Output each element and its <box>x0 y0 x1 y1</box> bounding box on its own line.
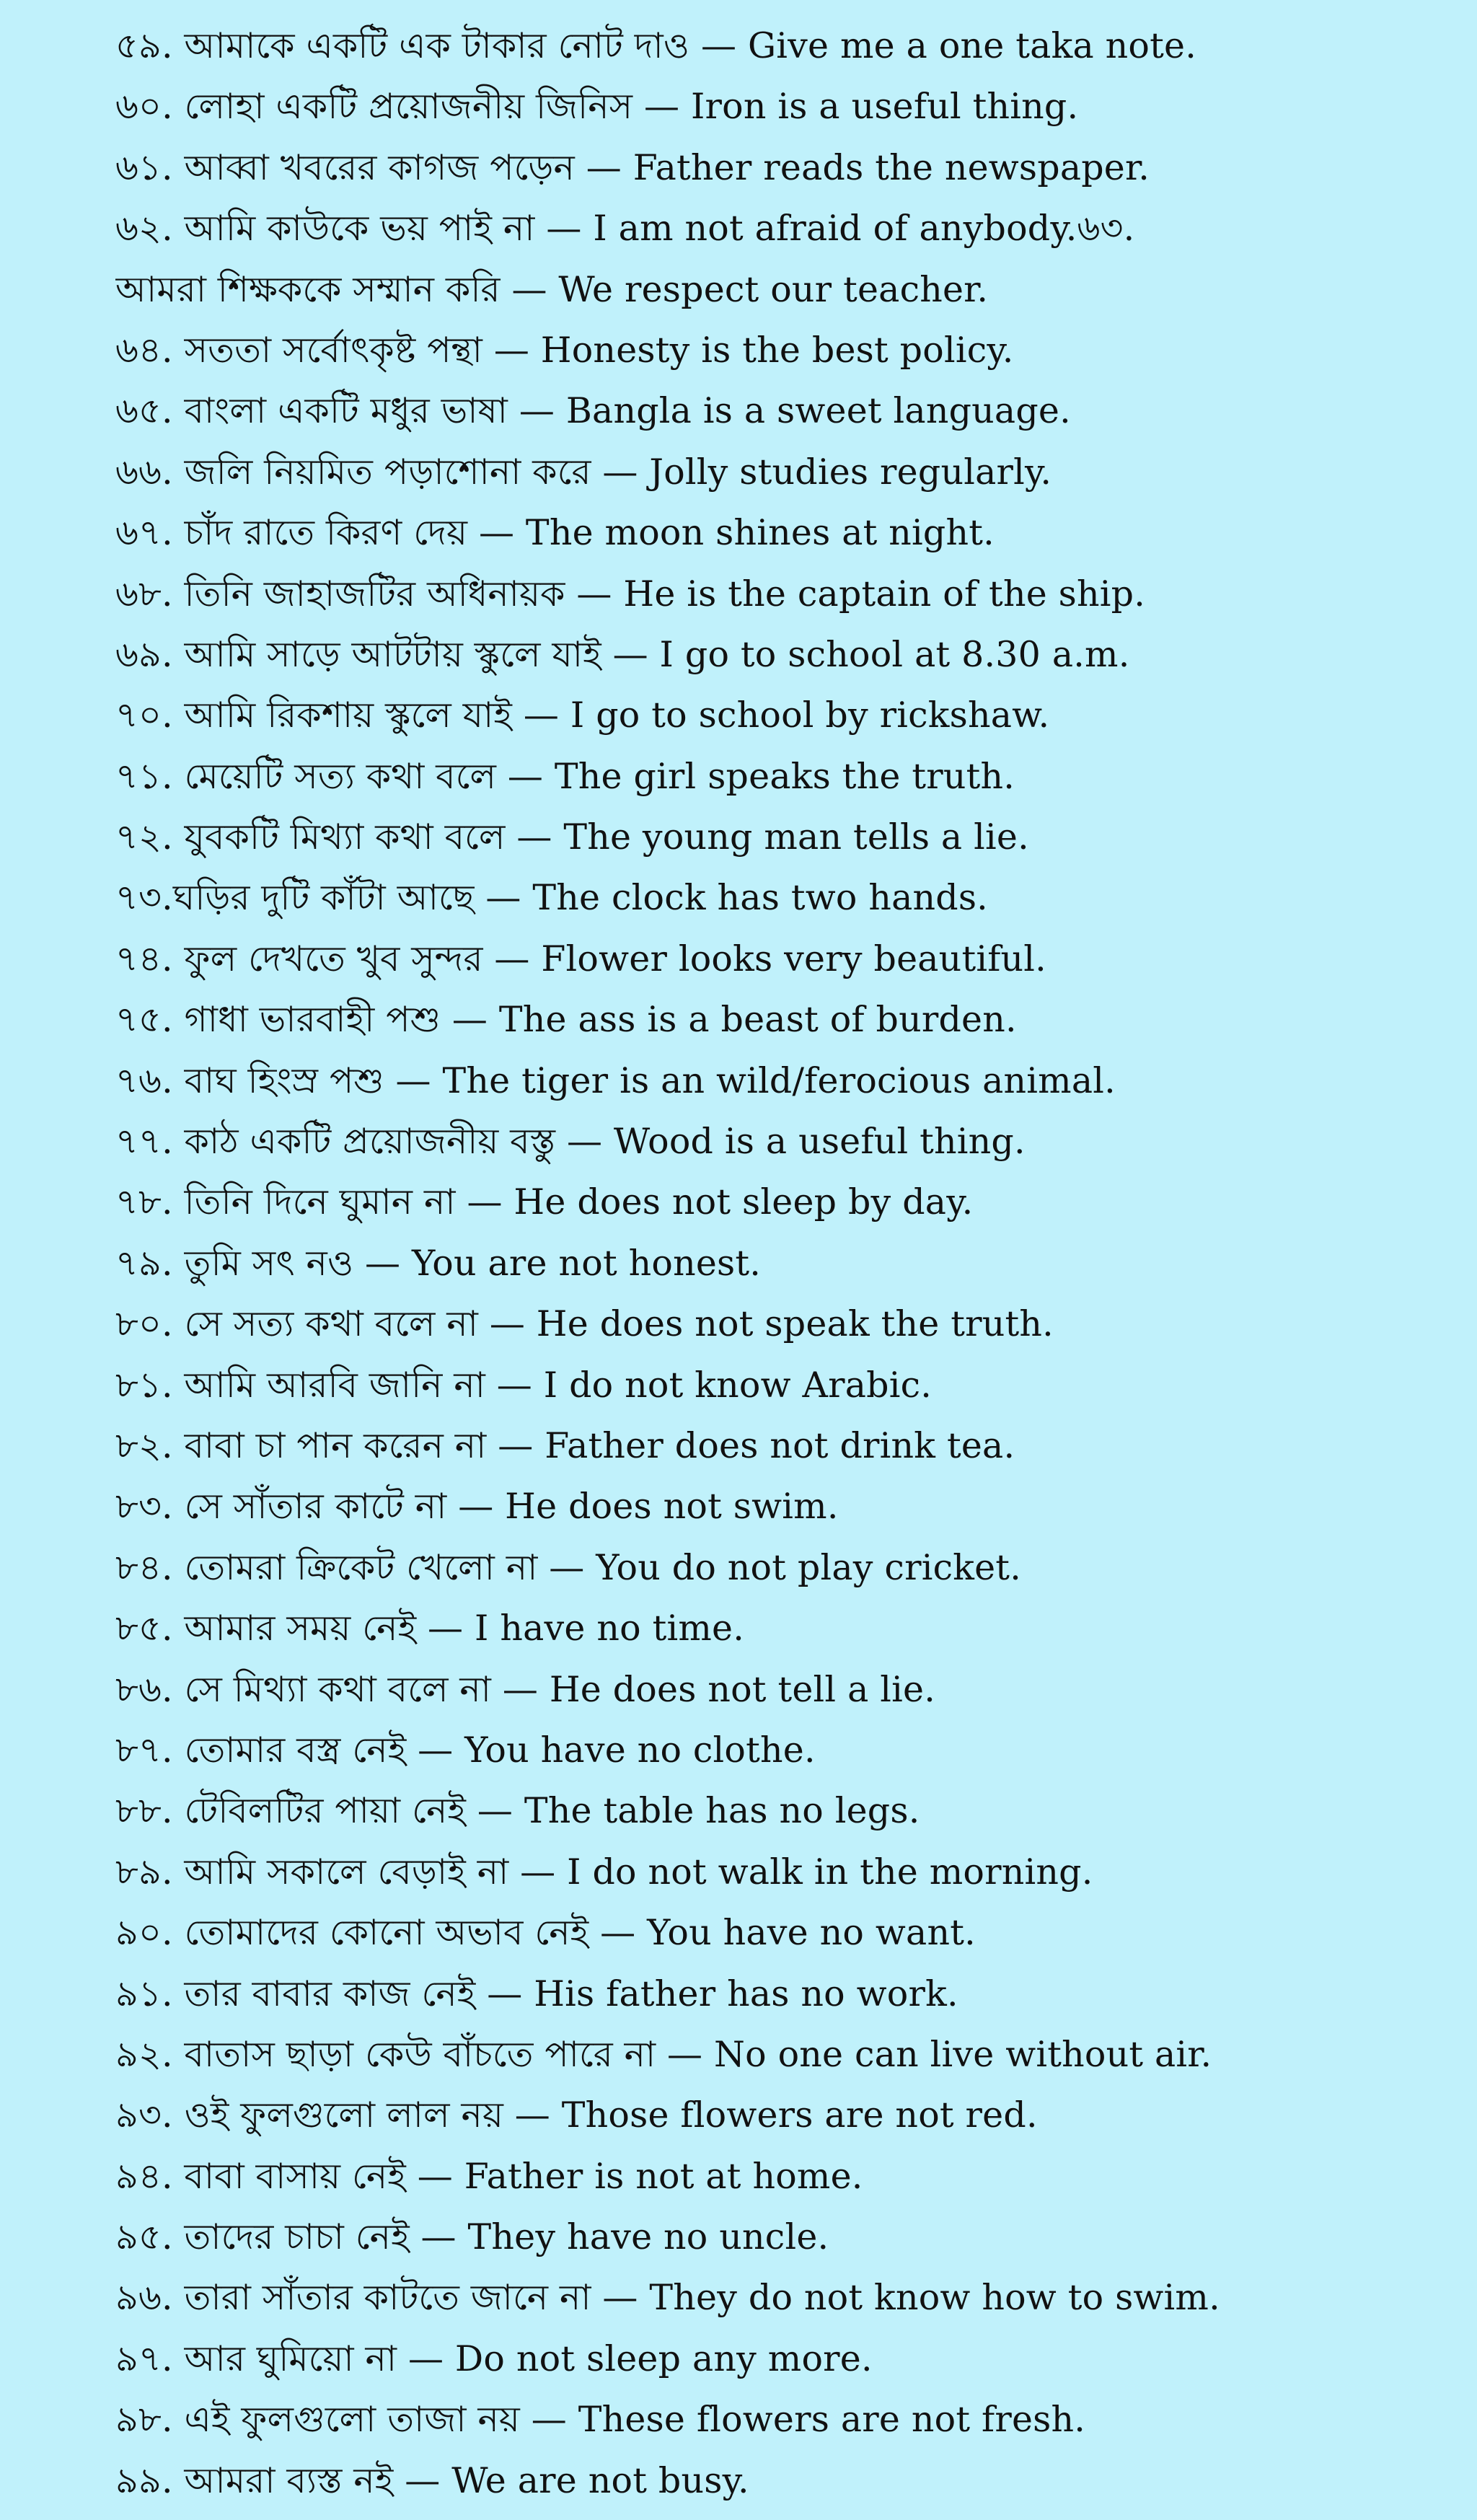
sentence-line: ৮২. বাবা চা পান করেন না — Father does not drink tea. <box>115 1424 1015 1466</box>
sentence-line: ৯৩. ওই ফুলগুলো লাল নয় — Those flowers are not red. <box>115 2094 1038 2136</box>
sentence-line: আমরা শিক্ষককে সম্মান করি — We respect our teacher. <box>115 268 989 310</box>
sentence-line: ৬৪. সততা সর্বোৎকৃষ্ট পন্থা — Honesty is the best policy. <box>115 329 1014 371</box>
sentence-line: ৭০. আমি রিকশায় স্কুলে যাই — I go to school by rickshaw. <box>115 695 1050 736</box>
sentence-line: ৭৫. গাধা ভারবাহী পশু — The ass is a beast of burden. <box>115 999 1017 1041</box>
sentence-line: ৯৪. বাবা বাসায় নেই — Father is not at home. <box>115 2155 863 2197</box>
sentence-line: ৯০. তোমাদের কোনো অভাব নেই — You have no want. <box>115 1912 976 1954</box>
sentence-line: ৮৭. তোমার বস্ত্র নেই — You have no clothe. <box>115 1729 816 1771</box>
sentence-line: ৮০. সে সত্য কথা বলে না — He does not speak the truth. <box>115 1303 1054 1345</box>
sentence-line: ৬৯. আমি সাড়ে আটটায় স্কুলে যাই — I go to school at 8.30 a.m. <box>115 633 1130 675</box>
sentence-line: ৬০. লোহা একটি প্রয়োজনীয় জিনিস — Iron is a useful thing. <box>115 86 1079 128</box>
sentence-line: ৯৬. তারা সাঁতার কাটতে জানে না — They do not know how to swim. <box>115 2277 1220 2319</box>
sentence-line: ৭৬. বাঘ হিংস্র পশু — The tiger is an wild/ferocious animal. <box>115 1059 1116 1101</box>
sentence-line: ৬১. আব্বা খবরের কাগজ পড়েন — Father reads the newspaper. <box>115 146 1150 188</box>
sentence-line: ৮১. আমি আরবি জানি না — I do not know Arabic. <box>115 1364 933 1406</box>
sentence-line: ৯৭. আর ঘুমিয়ো না — Do not sleep any more. <box>115 2338 873 2379</box>
sentence-line: ৯১. তার বাবার কাজ নেই — His father has no work. <box>115 1973 958 2014</box>
sentence-line: ৮৯. আমি সকালে বেড়াই না — I do not walk in the morning. <box>115 1851 1093 1893</box>
sentence-line: ৭৪. ফুল দেখতে খুব সুন্দর — Flower looks very beautiful. <box>115 938 1046 979</box>
sentence-line: ৭৮. তিনি দিনে ঘুমান না — He does not sleep by day. <box>115 1181 974 1223</box>
sentence-line: ৮৪. তোমরা ক্রিকেট খেলো না — You do not play cricket. <box>115 1546 1021 1588</box>
sentence-line: ৭২. যুবকটি মিথ্যা কথা বলে — The young man tells a lie. <box>115 816 1029 858</box>
sentence-line: ৯২. বাতাস ছাড়া কেউ বাঁচতে পারে না — No one can live without air. <box>115 2033 1212 2075</box>
sentence-line: ৯৮. এই ফুলগুলো তাজা নয় — These flowers are not fresh. <box>115 2399 1086 2441</box>
sentence-line: ৯৯. আমরা ব্যস্ত নই — We are not busy. <box>115 2459 749 2501</box>
sentence-line: ৮৫. আমার সময় নেই — I have no time. <box>115 1608 745 1649</box>
sentence-line: ৭৩.ঘড়ির দুটি কাঁটা আছে — The clock has two hands. <box>115 877 988 919</box>
sentence-line: ৭৯. তুমি সৎ নও — You are not honest. <box>115 1242 762 1284</box>
sentence-line: ৮৮. টেবিলটির পায়া নেই — The table has no legs. <box>115 1790 920 1832</box>
sentence-line: ৯৫. তাদের চাচা নেই — They have no uncle. <box>115 2216 829 2258</box>
sentence-line: ৬৭. চাঁদ রাতে কিরণ দেয় — The moon shines at night. <box>115 512 995 554</box>
sentence-line: ৭৭. কাঠ একটি প্রয়োজনীয় বস্তু — Wood is a useful thing. <box>115 1121 1026 1163</box>
sentence-line: ৭১. মেয়েটি সত্য কথা বলে — The girl speaks the truth. <box>115 755 1015 797</box>
sentence-list <box>115 16 1457 2511</box>
sentence-line: ৮৩. সে সাঁতার কাটে না — He does not swim. <box>115 1486 839 1528</box>
sentence-line: ৬৬. জলি নিয়মিত পড়াশোনা করে — Jolly studies regularly. <box>115 451 1052 493</box>
sentence-line: ৬৮. তিনি জাহাজটির অধিনায়ক — He is the captain of the ship. <box>115 573 1145 614</box>
sentence-line: ৮৬. সে মিথ্যা কথা বলে না — He does not tell a lie. <box>115 1668 935 1710</box>
sentence-line: ৬২. আমি কাউকে ভয় পাই না — I am not afraid of anybody.৬৩. <box>115 208 1135 250</box>
sentence-line: ৫৯. আমাকে একটি এক টাকার নোট দাও — Give me a one taka note. <box>115 25 1196 66</box>
sentence-line: ৬৫. বাংলা একটি মধুর ভাষা — Bangla is a sweet language. <box>115 390 1071 432</box>
